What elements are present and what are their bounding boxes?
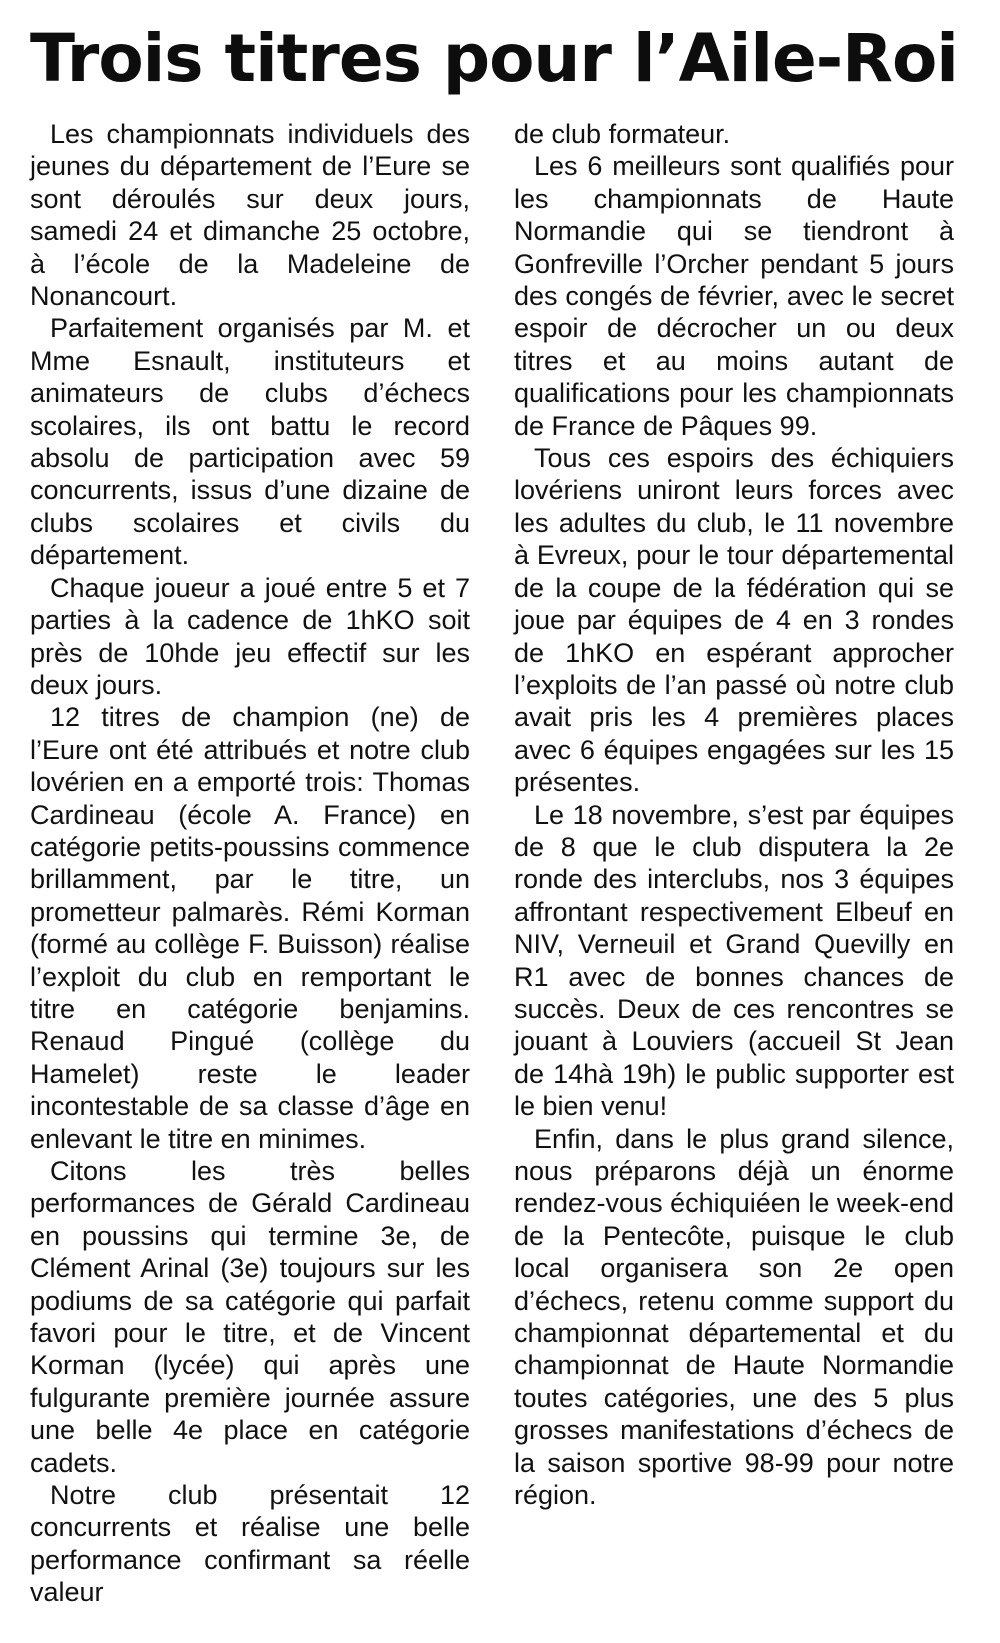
paragraph: Parfaitement organisés par M. et Mme Esnault, instituteurs et animateurs de clubs d’échecs scolaires, ils ont battu le record absolu de participation avec 59 concurrents, issus d’une dizaine de clubs scolaires et civils du département.: [30, 313, 470, 571]
article-column-right: [514, 118, 954, 1511]
article-column-left: [30, 118, 470, 1609]
paragraph: Tous ces espoirs des échiquiers lovériens uniront leurs forces avec les adultes du club, le 11 novembre à Evreux, pour le tour départemental de la coupe de la fédération qui se joue par équipes de 4 en 3 rondes de 1hKO en espérant approcher l’exploits de l’an passé où notre club avait pris les 4 premières places avec 6 équipes engagées sur les 15 présentes.: [514, 443, 954, 798]
article-headline: Trois titres pour l’Aile-Roi: [30, 20, 958, 97]
paragraph-continued: de club formateur.: [514, 119, 731, 149]
paragraph: 12 titres de champion (ne) de l’Eure ont été attribués et notre club lovérien en a emporté trois: Thomas Cardineau (école A. France) en catégorie petits-poussins commence brillamment, par le titre, un prometteur palmarès. Rémi Korman (formé au collège F. Buisson) réalise l’exploit du club en remportant le titre en catégorie benjamins. Renaud Pingué (collège du Hamelet) reste le leader incontestable de sa classe d’âge en enlevant le titre en minimes.: [30, 702, 470, 1154]
paragraph: Citons les très belles performances de Gérald Cardineau en poussins qui termine 3e, de Clément Arinal (3e) toujours sur les podiums de sa catégorie qui parfait favori pour le titre, et de Vincent Korman (lycée) qui après une fulgurante première journée assure une belle 4e place en catégorie cadets.: [30, 1156, 470, 1478]
paragraph: Le 18 novembre, s’est par équipes de 8 que le club disputera la 2e ronde des interclubs, nos 3 équipes affrontant respectivement Elbeuf en NIV, Verneuil et Grand Quevilly en R1 avec de bonnes chances de succès. Deux de ces rencontres se jouant à Louviers (accueil St Jean de 14hà 19h) le public supporter est le bien venu!: [514, 799, 954, 1122]
paragraph: Enfin, dans le plus grand silence, nous préparons déjà un énorme rendez-vous échiquiéen le week-end de la Pentecôte, puisque le club local organisera son 2e open d’échecs, retenu comme support du championnat départemental et du championnat de Haute Normandie toutes catégories, une des 5 plus grosses manifestations d’échecs de la saison sportive 98-99 pour notre région.: [514, 1123, 954, 1511]
paragraph: Les 6 meilleurs sont qualifiés pour les championnats de Haute Normandie qui se tiendront à Gonfreville l’Orcher pendant 5 jours des congés de février, avec le secret espoir de décrocher un ou deux titres et au moins autant de qualifications pour les championnats de France de Pâques 99.: [514, 151, 954, 441]
paragraph: Les championnats individuels des jeunes du département de l’Eure se sont déroulés sur deux jours, samedi 24 et dimanche 25 octobre, à l’école de la Madeleine de Nonancourt.: [30, 119, 470, 312]
paragraph: Chaque joueur a joué entre 5 et 7 parties à la cadence de 1hKO soit près de 10hde jeu effectif sur les deux jours.: [30, 572, 470, 700]
paragraph: Notre club présentait 12 concurrents et réalise une belle performance confirmant sa réelle valeur: [30, 1480, 470, 1608]
